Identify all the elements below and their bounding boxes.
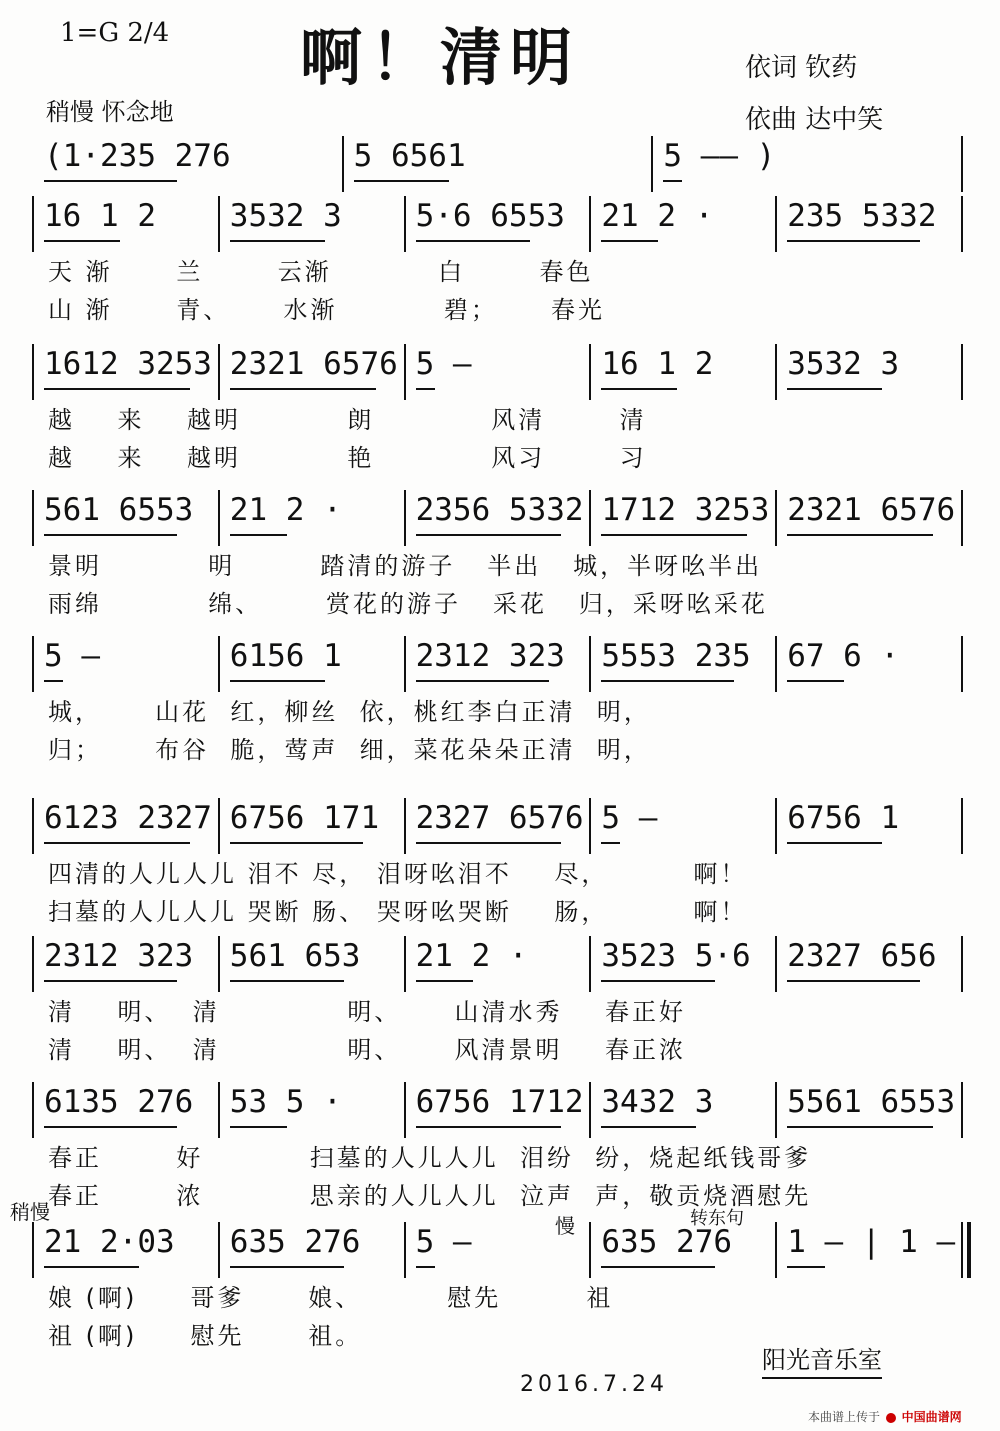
barline [32, 490, 34, 546]
lyric-line: 越 来 越明 朗 风清 清 [48, 406, 647, 434]
measure: 5 — [415, 346, 472, 382]
barline [961, 344, 963, 400]
beam-line [230, 534, 287, 536]
barline [342, 136, 344, 192]
beam-line [230, 388, 376, 390]
barline [589, 798, 591, 854]
measure: 2321 6576 [787, 492, 956, 528]
beam-line [601, 980, 715, 982]
barline [775, 196, 777, 252]
beam-line [416, 680, 549, 682]
barline [961, 798, 963, 854]
barline [961, 136, 963, 192]
beam-line [44, 1126, 177, 1128]
beam-line [663, 180, 682, 182]
measure: 21 2·03 [44, 1224, 175, 1260]
barline [218, 344, 220, 400]
barline [404, 344, 406, 400]
barline [32, 344, 34, 400]
beam-line [44, 980, 177, 982]
measure: 21 2 · [229, 492, 342, 528]
measure: 3532 3 [229, 198, 342, 234]
barline [961, 1082, 963, 1138]
measure: 5 — [415, 1224, 472, 1260]
measure: 2356 5332 [415, 492, 584, 528]
barline [651, 136, 653, 192]
beam-line [230, 680, 325, 682]
barline [775, 798, 777, 854]
beam-line [230, 240, 325, 242]
beam-line [416, 534, 562, 536]
barline [961, 1222, 963, 1278]
beam-line [230, 1126, 287, 1128]
measure: 1 — | 1 — [787, 1224, 956, 1260]
barline [404, 490, 406, 546]
lyric-line: 天 渐 兰 云渐 白 春色 [48, 258, 594, 286]
measure: 561 653 [229, 938, 361, 974]
barline [218, 936, 220, 992]
barline [775, 490, 777, 546]
measure: (1·235 276 [44, 138, 231, 174]
song-title: 啊！清明 [300, 21, 581, 94]
upload-footer [808, 1408, 962, 1425]
barline [404, 798, 406, 854]
lyric-line: 城， 山花 红，柳丝 依，桃红李白正清 明， [48, 698, 651, 726]
measure: 1712 3253 [601, 492, 770, 528]
measure: 6123 2327 [44, 800, 212, 836]
measure: 2312 323 [44, 938, 194, 974]
lyric-line: 清 明、 清 明、 风清景明 春正浓 [48, 1036, 686, 1064]
measure: 67 6 · [787, 638, 900, 674]
barline [404, 936, 406, 992]
lyric-line: 娘 (啊) 哥爹 娘、 慰先 祖 [48, 1284, 614, 1312]
barline [775, 1082, 777, 1138]
beam-line [601, 842, 620, 844]
measure: 6756 171 [229, 800, 380, 836]
lyric-line: 清 明、 清 明、 山清水秀 春正好 [48, 998, 686, 1026]
beam-line [787, 534, 933, 536]
measure: 5·6 6553 [415, 198, 565, 234]
measure: 5561 6553 [787, 1084, 956, 1120]
measure: 635 276 [229, 1224, 361, 1260]
key-signature: 1=G 2/4 [60, 18, 170, 48]
beam-line [230, 980, 344, 982]
measure: 5 6561 [353, 138, 466, 174]
beam-line [787, 980, 920, 982]
barline [32, 936, 34, 992]
measure: 5 — [44, 638, 100, 674]
measure: 5 — [601, 800, 658, 836]
barline [589, 344, 591, 400]
barline [961, 196, 963, 252]
final-barline [967, 1222, 971, 1278]
measure: 6756 1712 [415, 1084, 584, 1120]
barline [32, 636, 34, 692]
barline [961, 936, 963, 992]
beam-line [416, 388, 435, 390]
beam-line [601, 1126, 696, 1128]
barline [218, 1222, 220, 1278]
lyric-line: 景明 明 踏清的游子 半出 城，半呀吆半出 [48, 552, 763, 580]
slow-mid-annotation: 慢 [555, 1214, 575, 1238]
beam-line [354, 180, 449, 182]
measure: 235 5332 [787, 198, 937, 234]
beam-line [601, 388, 677, 390]
beam-line [601, 240, 658, 242]
beam-line [44, 842, 190, 844]
barline [32, 196, 34, 252]
upload-text: 本曲谱上传于 [808, 1410, 881, 1424]
barline [589, 636, 591, 692]
measure: 3432 3 [601, 1084, 714, 1120]
barline [775, 936, 777, 992]
barline [218, 636, 220, 692]
barline [775, 636, 777, 692]
beam-line [44, 680, 63, 682]
studio-name: 阳光音乐室 [762, 1340, 882, 1379]
measure: 2312 323 [415, 638, 565, 674]
lyric-line: 雨绵 绵、 赏花的游子 采花 归，采呀吆采花 [48, 590, 768, 618]
composer: 依曲 达中笑 [745, 105, 884, 135]
beam-line [230, 1266, 344, 1268]
beam-line [44, 240, 120, 242]
barline [218, 1082, 220, 1138]
lyric-line: 祖 (啊) 慰先 祖。 [48, 1322, 363, 1350]
measure: 53 5 · [229, 1084, 342, 1120]
barline [589, 196, 591, 252]
lyric-line: 山 渐 青、 水渐 碧； 春光 [48, 296, 605, 324]
site-logo-icon [886, 1413, 896, 1423]
barline [589, 490, 591, 546]
beam-line [601, 680, 734, 682]
credits [745, 42, 883, 146]
lyric-line: 扫墓的人儿人儿 哭断 肠、 哭呀吆哭断 肠， 啊！ [48, 898, 748, 926]
beam-line [416, 1126, 562, 1128]
beam-line [416, 842, 562, 844]
tempo-marking: 稍慢 怀念地 [46, 98, 174, 126]
measure: 21 2 · [415, 938, 528, 974]
beam-line [416, 240, 530, 242]
barline [589, 1082, 591, 1138]
lyric-line: 四清的人儿人儿 泪不 尽， 泪呀吆泪不 尽， 啊！ [48, 860, 748, 888]
measure: 561 6553 [44, 492, 194, 528]
lyric-line: 越 来 越明 艳 风习 习 [48, 444, 647, 472]
measure: 6156 1 [229, 638, 342, 674]
barline [32, 1222, 34, 1278]
measure: 635 276 [601, 1224, 733, 1260]
barline [218, 196, 220, 252]
measure: 2327 656 [787, 938, 937, 974]
measure: 5 —— ) [663, 138, 776, 174]
beam-line [44, 1266, 139, 1268]
lyric-line: 春正 好 扫墓的人儿人儿 泪纷 纷，烧起纸钱哥爹 [48, 1144, 812, 1172]
barline [404, 636, 406, 692]
barline [961, 636, 963, 692]
slow-annotation: 稍慢 [10, 1200, 50, 1224]
measure: 2321 6576 [229, 346, 398, 382]
date: 2016.7.24 [520, 1372, 668, 1397]
measure: 3523 5·6 [601, 938, 751, 974]
measure: 21 2 · [601, 198, 714, 234]
beam-line [44, 534, 177, 536]
barline [775, 1222, 777, 1278]
barline [32, 798, 34, 854]
barline [961, 490, 963, 546]
beam-line [787, 1126, 933, 1128]
measure: 1612 3253 [44, 346, 212, 382]
measure: 5553 235 [601, 638, 751, 674]
barline [218, 798, 220, 854]
beam-line [787, 240, 920, 242]
measure: 2327 6576 [415, 800, 584, 836]
site-name[interactable]: 中国曲谱网 [901, 1410, 962, 1424]
back-to-annotation: 转东句 [690, 1208, 744, 1229]
lyricist: 依词 钦药 [745, 53, 858, 83]
barline [589, 1222, 591, 1278]
beam-line [787, 388, 882, 390]
lyric-line: 春正 浓 思亲的人儿人儿 泣声 声，敬贡烧酒慰先 [48, 1182, 812, 1210]
measure: 3532 3 [787, 346, 900, 382]
beam-line [787, 680, 844, 682]
barline [218, 490, 220, 546]
lyric-line: 归； 布谷 脆，莺声 细，菜花朵朵正清 明， [48, 736, 651, 764]
barline [775, 344, 777, 400]
beam-line [44, 388, 190, 390]
measure: 16 1 2 [601, 346, 714, 382]
beam-line [601, 534, 747, 536]
beam-line [787, 1266, 825, 1268]
measure: 6135 276 [44, 1084, 194, 1120]
measure: 16 1 2 [44, 198, 156, 234]
beam-line [601, 1266, 715, 1268]
barline [404, 1222, 406, 1278]
beam-line [230, 842, 363, 844]
beam-line [416, 980, 473, 982]
beam-line [44, 180, 177, 182]
beam-line [416, 1266, 435, 1268]
barline [404, 196, 406, 252]
measure: 6756 1 [787, 800, 900, 836]
beam-line [787, 842, 882, 844]
barline [404, 1082, 406, 1138]
barline [32, 1082, 34, 1138]
barline [589, 936, 591, 992]
